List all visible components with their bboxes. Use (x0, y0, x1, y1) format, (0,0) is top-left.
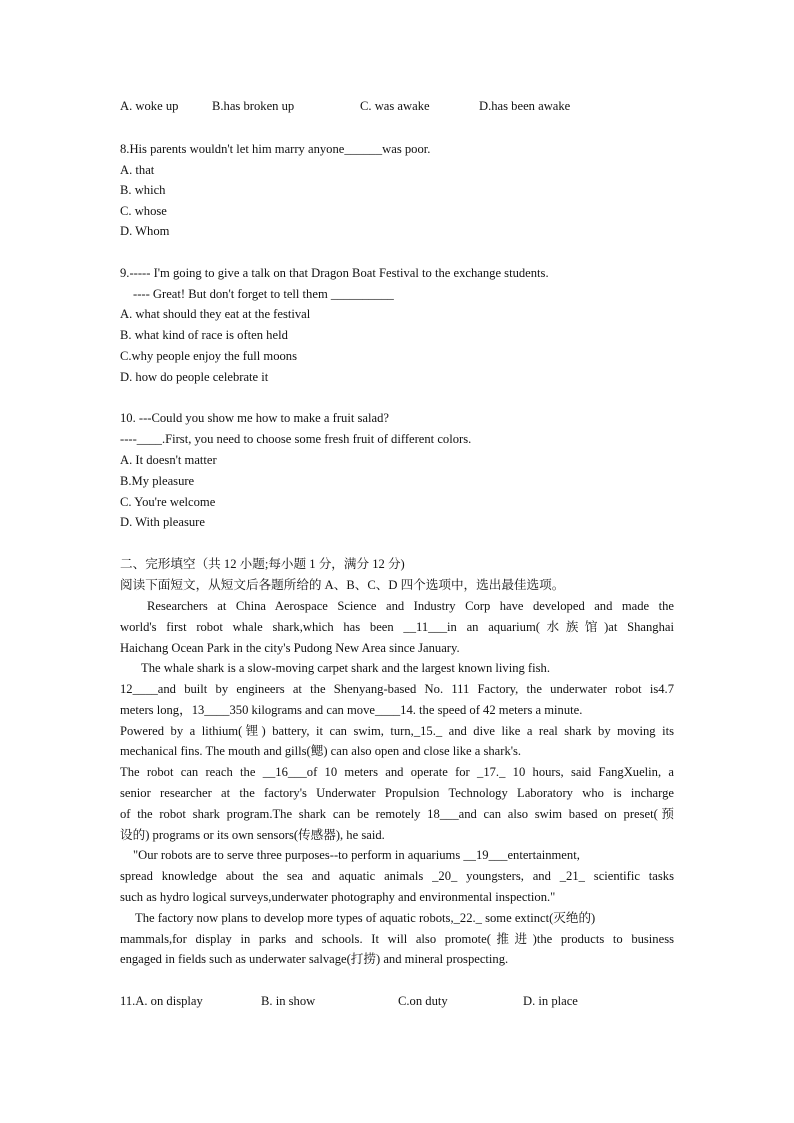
q7-option-a: A. woke up (120, 99, 179, 113)
passage-line: The factory now plans to develop more types of aquatic robots,_22._ some extinct(灭绝的) (135, 911, 596, 925)
passage-line: "Our robots are to serve three purposes--to perform in aquariums __19___entertainment, (133, 848, 580, 862)
q10-option-d: D. With pleasure (120, 515, 205, 529)
q7-option-d: D.has been awake (479, 99, 571, 113)
passage-line: The robot can reach the __16___of 10 meters and operate for _17._ 10 hours, said FangXuelin, a (120, 765, 674, 779)
q9-option-d: D. how do people celebrate it (120, 370, 269, 384)
passage-line: 设的) programs or its own sensors(传感器), he said. (120, 828, 385, 842)
passage-line: such as hydro logical surveys,underwater photography and environmental inspection." (120, 890, 556, 904)
passage-line: 12____and built by engineers at the Shenyang-based No. 111 Factory, the underwater robot is4.7 (120, 682, 674, 696)
passage-line: Researchers at China Aerospace Science and Industry Corp have developed and made the (147, 599, 674, 613)
q9-reply: ---- Great! But don't forget to tell them __________ (133, 287, 394, 301)
passage-line: Powered by a lithium(锂) battery, it can swim, turn,_15._ and dive like a real shark by moving its (120, 724, 674, 738)
q8-option-a: A. that (120, 163, 155, 177)
passage-line: senior researcher at the factory's Underwater Propulsion Technology Laboratory who is incharge (120, 786, 674, 800)
q8-stem: 8.His parents wouldn't let him marry anyone______was poor. (120, 142, 431, 156)
passage-line: The whale shark is a slow-moving carpet shark and the largest known living fish. (141, 661, 550, 675)
passage-line: of the robot shark program.The shark can be remotely 18___and can also swim based on preset(预 (120, 807, 674, 821)
q9-option-c: C.why people enjoy the full moons (120, 349, 297, 363)
q10-stem: 10. ---Could you show me how to make a fruit salad? (120, 411, 389, 425)
q7-option-c: C. was awake (360, 99, 430, 113)
passage-line: engaged in fields such as underwater salvage(打捞) and mineral prospecting. (120, 952, 509, 966)
q8-option-d: D. Whom (120, 224, 170, 238)
section-title: 二、完形填空（共 12 小题;每小题 1 分，满分 12 分) (120, 557, 405, 571)
q10-option-b: B.My pleasure (120, 474, 195, 488)
passage-line: world's first robot whale shark,which has been __11___in an aquarium(水族馆)at Shanghai (120, 620, 674, 634)
passage-line: Haichang Ocean Park in the city's Pudong New Area since January. (120, 641, 460, 655)
passage-line: meters long，13____350 kilograms and can move____14. the speed of 42 meters a minute. (120, 703, 583, 717)
q9-option-b: B. what kind of race is often held (120, 328, 288, 342)
passage-line: spread knowledge about the sea and aquatic animals _20_ youngsters, and _21_ scientific tasks (120, 869, 674, 883)
section-instruction: 阅读下面短文，从短文后各题所给的 A、B、C、D 四个选项中，选出最佳选项。 (120, 578, 565, 592)
q10-option-a: A. It doesn't matter (120, 453, 217, 467)
passage-line: mechanical fins. The mouth and gills(鳃) can also open and close like a shark's. (120, 744, 522, 758)
q11-option-a: 11.A. on display (120, 994, 203, 1008)
passage-line: mammals,for display in parks and schools. It will also promote(推进)the products to business (120, 932, 674, 946)
q9-option-a: A. what should they eat at the festival (120, 307, 311, 321)
q8-option-c: C. whose (120, 204, 167, 218)
q10-reply: ----____.First, you need to choose some fresh fruit of different colors. (120, 432, 472, 446)
q9-stem: 9.----- I'm going to give a talk on that Dragon Boat Festival to the exchange students. (120, 266, 549, 280)
q7-option-b: B.has broken up (212, 99, 295, 113)
q11-option-c: C.on duty (398, 994, 448, 1008)
q10-option-c: C. You're welcome (120, 495, 216, 509)
q8-option-b: B. which (120, 183, 166, 197)
q11-option-d: D. in place (523, 994, 578, 1008)
q11-option-b: B. in show (261, 994, 316, 1008)
